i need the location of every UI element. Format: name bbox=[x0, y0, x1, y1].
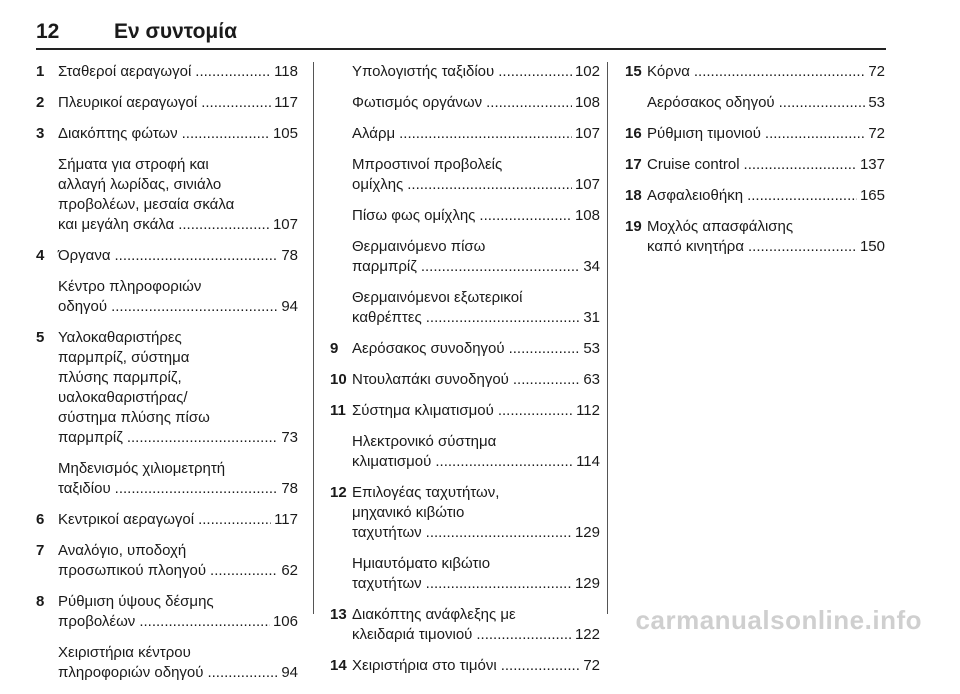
entry-text: Κόρνα bbox=[647, 63, 690, 80]
page-reference: 108 bbox=[574, 94, 600, 111]
entry-number: 6 bbox=[36, 511, 45, 528]
page-reference: 137 bbox=[859, 156, 885, 173]
entry-text: Υαλοκαθαριστήρες bbox=[58, 329, 182, 346]
page-reference: 53 bbox=[583, 340, 600, 357]
page-reference: 122 bbox=[574, 626, 600, 643]
dot-leader bbox=[198, 510, 271, 530]
index-column-2 bbox=[330, 62, 600, 687]
page-reference: 107 bbox=[574, 176, 600, 193]
index-column-1 bbox=[36, 62, 298, 694]
entry-text: Πίσω φως ομίχλης bbox=[352, 207, 476, 224]
dot-leader bbox=[435, 452, 573, 472]
index-entry bbox=[36, 246, 298, 266]
index-entry bbox=[330, 656, 600, 676]
dot-leader bbox=[479, 206, 572, 226]
index-entry bbox=[330, 401, 600, 421]
page-reference: 106 bbox=[272, 613, 298, 630]
page-reference: 165 bbox=[859, 187, 885, 204]
index-entry bbox=[330, 432, 600, 472]
entry-number: 13 bbox=[330, 606, 347, 623]
page-reference: 53 bbox=[868, 94, 885, 111]
page-reference: 78 bbox=[281, 480, 298, 497]
entry-text: Ντουλαπάκι συνοδηγού bbox=[352, 371, 509, 388]
dot-leader bbox=[178, 215, 270, 235]
page-reference: 62 bbox=[281, 562, 298, 579]
watermark: carmanualsonline.info bbox=[635, 605, 922, 635]
entry-number: 1 bbox=[36, 63, 45, 80]
entry-text: Ρύθμιση ύψους δέσμης bbox=[58, 593, 214, 610]
entry-number: 15 bbox=[625, 63, 642, 80]
entry-number: 19 bbox=[625, 218, 642, 235]
dot-leader bbox=[426, 523, 572, 543]
page-reference: 72 bbox=[583, 657, 600, 674]
index-entry bbox=[36, 459, 298, 499]
dot-leader bbox=[513, 370, 580, 390]
entry-text: Ηλεκτρονικό σύστημα bbox=[352, 433, 497, 450]
entry-text: Κεντρικοί αεραγωγοί bbox=[58, 511, 195, 528]
entry-text: προβολέων, μεσαία σκάλα bbox=[58, 196, 235, 213]
entry-text: Σταθεροί αεραγωγοί bbox=[58, 63, 192, 80]
entry-text: πληροφοριών οδηγού bbox=[58, 664, 204, 681]
entry-text: Cruise control bbox=[647, 156, 740, 173]
entry-text: Αναλόγιο, υποδοχή bbox=[58, 542, 187, 559]
page-reference: 117 bbox=[274, 511, 298, 528]
index-entry bbox=[36, 277, 298, 317]
entry-text: Διακόπτης ανάφλεξης με bbox=[352, 606, 516, 623]
entry-text: Διακόπτης φώτων bbox=[58, 125, 178, 142]
dot-leader bbox=[498, 401, 573, 421]
entry-number: 12 bbox=[330, 484, 347, 501]
entry-number: 2 bbox=[36, 94, 45, 111]
entry-text: Σύστημα κλιματισμού bbox=[352, 402, 494, 419]
dot-leader bbox=[127, 428, 279, 448]
index-entry bbox=[36, 93, 298, 113]
page-reference: 102 bbox=[574, 63, 600, 80]
index-entry bbox=[36, 510, 298, 530]
index-entry bbox=[36, 62, 298, 82]
entry-text: παρμπρίζ bbox=[58, 429, 123, 446]
entry-text: Ρύθμιση τιμονιού bbox=[647, 125, 761, 142]
entry-text: Αερόσακος οδηγού bbox=[647, 94, 775, 111]
index-entry bbox=[330, 155, 600, 195]
entry-text: Ημιαυτόματο κιβώτιο bbox=[352, 555, 491, 572]
entry-number: 11 bbox=[330, 402, 346, 419]
entry-text: οδηγού bbox=[58, 298, 108, 315]
entry-text: παρμπρίζ bbox=[352, 258, 417, 275]
page-title: Εν συντομία bbox=[114, 20, 237, 43]
page-header bbox=[36, 10, 886, 50]
entry-number: 5 bbox=[36, 329, 45, 346]
dot-leader bbox=[426, 308, 581, 328]
entry-text: Μηδενισμός χιλιομετρητή bbox=[58, 460, 226, 477]
dot-leader bbox=[111, 297, 278, 317]
index-entry bbox=[36, 541, 298, 581]
entry-number: 9 bbox=[330, 340, 339, 357]
entry-text: Υπολογιστής ταξιδίου bbox=[352, 63, 495, 80]
page-reference: 94 bbox=[281, 298, 298, 315]
dot-leader bbox=[747, 186, 857, 206]
page-reference: 108 bbox=[574, 207, 600, 224]
page-reference: 63 bbox=[583, 371, 600, 388]
page-reference: 107 bbox=[574, 125, 600, 142]
entry-text: κλειδαριά τιμονιού bbox=[352, 626, 473, 643]
index-entry bbox=[36, 124, 298, 144]
entry-text: Αλάρμ bbox=[352, 125, 396, 142]
entry-text: υαλοκαθαριστήρας/ bbox=[58, 389, 188, 406]
dot-leader bbox=[207, 663, 278, 683]
entry-number: 14 bbox=[330, 657, 347, 674]
entry-text: προβολέων bbox=[58, 613, 136, 630]
page-reference: 73 bbox=[281, 429, 298, 446]
index-entry bbox=[330, 483, 600, 543]
page-reference: 34 bbox=[583, 258, 600, 275]
entry-text: Φωτισμός οργάνων bbox=[352, 94, 483, 111]
entry-text: σύστημα πλύσης πίσω bbox=[58, 409, 210, 426]
index-entry bbox=[330, 288, 600, 328]
index-entry bbox=[330, 370, 600, 390]
index-entry bbox=[625, 186, 885, 206]
entry-text: Πλευρικοί αεραγωγοί bbox=[58, 94, 198, 111]
entry-number: 3 bbox=[36, 125, 45, 142]
entry-text: ομίχλης bbox=[352, 176, 404, 193]
entry-text: Μοχλός απασφάλισης bbox=[647, 218, 794, 235]
entry-text: και μεγάλη σκάλα bbox=[58, 216, 175, 233]
dot-leader bbox=[201, 93, 271, 113]
entry-number: 8 bbox=[36, 593, 45, 610]
entry-text: κλιματισμού bbox=[352, 453, 432, 470]
index-entry bbox=[625, 124, 885, 144]
index-entry bbox=[625, 93, 885, 113]
dot-leader bbox=[139, 612, 270, 632]
entry-text: Σήματα για στροφή και bbox=[58, 156, 209, 173]
index-entry bbox=[330, 554, 600, 594]
index-entry bbox=[625, 155, 885, 175]
index-entry bbox=[36, 328, 298, 448]
dot-leader bbox=[694, 62, 865, 82]
dot-leader bbox=[509, 339, 581, 359]
dot-leader bbox=[195, 62, 271, 82]
dot-leader bbox=[426, 574, 572, 594]
page-reference: 107 bbox=[272, 216, 298, 233]
page-reference: 72 bbox=[868, 125, 885, 142]
dot-leader bbox=[501, 656, 581, 676]
page-reference: 118 bbox=[274, 63, 298, 80]
entry-text: ταχυτήτων bbox=[352, 575, 422, 592]
page-reference: 94 bbox=[281, 664, 298, 681]
dot-leader bbox=[421, 257, 581, 277]
page-reference: 72 bbox=[868, 63, 885, 80]
entry-text: Μπροστινοί προβολείς bbox=[352, 156, 503, 173]
entry-number: 10 bbox=[330, 371, 347, 388]
dot-leader bbox=[407, 175, 572, 195]
entry-text: Θερμαινόμενοι εξωτερικοί bbox=[352, 289, 523, 306]
entry-text: Χειριστήρια κέντρου bbox=[58, 644, 191, 661]
dot-leader bbox=[476, 625, 572, 645]
page-reference: 117 bbox=[274, 94, 298, 111]
page-reference: 150 bbox=[859, 238, 885, 255]
dot-leader bbox=[748, 237, 857, 257]
dot-leader bbox=[744, 155, 857, 175]
entry-text: πλύσης παρμπρίζ, bbox=[58, 369, 182, 386]
dot-leader bbox=[210, 561, 278, 581]
entry-number: 18 bbox=[625, 187, 642, 204]
index-entry bbox=[330, 237, 600, 277]
entry-text: παρμπρίζ, σύστημα bbox=[58, 349, 190, 366]
entry-text: Θερμαινόμενο πίσω bbox=[352, 238, 486, 255]
entry-text: ταχυτήτων bbox=[352, 524, 422, 541]
page-reference: 114 bbox=[576, 453, 600, 470]
entry-text: Επιλογέας ταχυτήτων, bbox=[352, 484, 500, 501]
dot-leader bbox=[182, 124, 270, 144]
entry-text: ταξιδίου bbox=[58, 480, 111, 497]
column-divider bbox=[313, 62, 314, 614]
index-entry bbox=[330, 62, 600, 82]
dot-leader bbox=[115, 246, 279, 266]
index-entry bbox=[625, 217, 885, 257]
entry-text: Όργανα bbox=[58, 247, 111, 264]
page-reference: 105 bbox=[272, 125, 298, 142]
dot-leader bbox=[779, 93, 866, 113]
page-reference: 78 bbox=[281, 247, 298, 264]
page-reference: 112 bbox=[576, 402, 600, 419]
entry-number: 16 bbox=[625, 125, 642, 142]
entry-text: Ασφαλειοθήκη bbox=[647, 187, 744, 204]
index-column-3 bbox=[625, 62, 885, 268]
dot-leader bbox=[399, 124, 572, 144]
entry-text: Κέντρο πληροφοριών bbox=[58, 278, 202, 295]
index-entry bbox=[330, 605, 600, 645]
page-number: 12 bbox=[36, 20, 60, 43]
index-entry bbox=[330, 206, 600, 226]
entry-number: 4 bbox=[36, 247, 45, 264]
entry-number: 7 bbox=[36, 542, 45, 559]
dot-leader bbox=[486, 93, 572, 113]
index-entry bbox=[625, 62, 885, 82]
index-entry bbox=[36, 155, 298, 235]
entry-number: 17 bbox=[625, 156, 642, 173]
page-reference: 31 bbox=[583, 309, 600, 326]
column-divider bbox=[607, 62, 608, 614]
dot-leader bbox=[498, 62, 572, 82]
index-entry bbox=[36, 643, 298, 683]
page-reference: 129 bbox=[574, 575, 600, 592]
entry-text: μηχανικό κιβώτιο bbox=[352, 504, 465, 521]
entry-text: προσωπικού πλοηγού bbox=[58, 562, 207, 579]
index-entry bbox=[330, 93, 600, 113]
entry-text: καθρέπτες bbox=[352, 309, 422, 326]
page-reference: 129 bbox=[574, 524, 600, 541]
entry-text: καπό κινητήρα bbox=[647, 238, 744, 255]
header-divider bbox=[36, 48, 886, 50]
entry-text: Αερόσακος συνοδηγού bbox=[352, 340, 505, 357]
dot-leader bbox=[115, 479, 279, 499]
index-entry bbox=[330, 339, 600, 359]
entry-text: αλλαγή λωρίδας, σινιάλο bbox=[58, 176, 222, 193]
entry-text: Χειριστήρια στο τιμόνι bbox=[352, 657, 497, 674]
index-entry bbox=[36, 592, 298, 632]
dot-leader bbox=[765, 124, 865, 144]
index-entry bbox=[330, 124, 600, 144]
